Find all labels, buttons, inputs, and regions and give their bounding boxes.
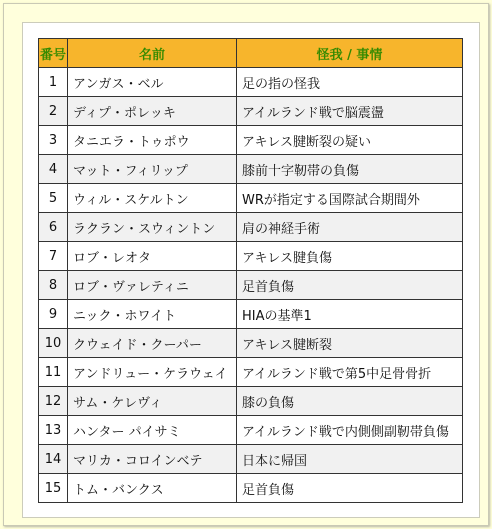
table-row <box>39 68 463 97</box>
table-row <box>39 126 463 155</box>
player-name: ハンター パイサミ <box>68 416 237 445</box>
table-row <box>39 242 463 271</box>
table-row <box>39 155 463 184</box>
injury-reason: HIAの基準1 <box>237 300 463 329</box>
row-number: 7 <box>39 242 68 271</box>
table-row <box>39 184 463 213</box>
page-frame <box>3 3 489 526</box>
injury-reason: アキレス腱断裂の疑い <box>237 126 463 155</box>
player-name: サム・ケレヴィ <box>68 387 237 416</box>
table-row <box>39 213 463 242</box>
row-number: 12 <box>39 387 68 416</box>
injury-reason: アイルランド戦で内側側副靭帯負傷 <box>237 416 463 445</box>
injury-reason: アイルランド戦で脳震盪 <box>237 97 463 126</box>
player-name: ロブ・ヴァレティニ <box>68 271 237 300</box>
injury-reason: 足の指の怪我 <box>237 68 463 97</box>
player-name: ラクラン・スウィントン <box>68 213 237 242</box>
injury-reason: 足首負傷 <box>237 271 463 300</box>
player-name: ニック・ホワイト <box>68 300 237 329</box>
table-row <box>39 445 463 474</box>
player-name: トム・バンクス <box>68 474 237 503</box>
player-name: アンドリュー・ケラウェイ <box>68 358 237 387</box>
player-name: マット・フィリップ <box>68 155 237 184</box>
injury-reason: 膝の負傷 <box>237 387 463 416</box>
table-row <box>39 97 463 126</box>
row-number: 10 <box>39 329 68 358</box>
player-name: タニエラ・トゥポウ <box>68 126 237 155</box>
table-row <box>39 271 463 300</box>
header-name: 名前 <box>68 39 237 68</box>
row-number: 9 <box>39 300 68 329</box>
injury-reason: 肩の神経手術 <box>237 213 463 242</box>
table-card <box>22 22 480 518</box>
player-name: ウィル・スケルトン <box>68 184 237 213</box>
injury-reason: 膝前十字靭帯の負傷 <box>237 155 463 184</box>
player-name: マリカ・コロインベテ <box>68 445 237 474</box>
player-name: ディプ・ポレッキ <box>68 97 237 126</box>
injury-reason: WRが指定する国際試合期間外 <box>237 184 463 213</box>
player-name: アンガス・ベル <box>68 68 237 97</box>
injury-reason: アキレス腱負傷 <box>237 242 463 271</box>
row-number: 11 <box>39 358 68 387</box>
row-number: 4 <box>39 155 68 184</box>
row-number: 15 <box>39 474 68 503</box>
table-header-row <box>39 39 463 68</box>
injury-reason: アキレス腱断裂 <box>237 329 463 358</box>
player-name: ロブ・レオタ <box>68 242 237 271</box>
table-row <box>39 329 463 358</box>
row-number: 5 <box>39 184 68 213</box>
row-number: 3 <box>39 126 68 155</box>
table-row <box>39 416 463 445</box>
injury-reason: 足首負傷 <box>237 474 463 503</box>
row-number: 14 <box>39 445 68 474</box>
table-row <box>39 474 463 503</box>
injury-table <box>38 38 463 503</box>
table-row <box>39 358 463 387</box>
header-reason: 怪我 / 事情 <box>237 39 463 68</box>
row-number: 8 <box>39 271 68 300</box>
row-number: 13 <box>39 416 68 445</box>
row-number: 1 <box>39 68 68 97</box>
injury-reason: アイルランド戦で第5中足骨骨折 <box>237 358 463 387</box>
row-number: 2 <box>39 97 68 126</box>
table-row <box>39 300 463 329</box>
row-number: 6 <box>39 213 68 242</box>
injury-reason: 日本に帰国 <box>237 445 463 474</box>
header-number: 番号 <box>39 39 68 68</box>
table-row <box>39 387 463 416</box>
player-name: クウェイド・クーパー <box>68 329 237 358</box>
